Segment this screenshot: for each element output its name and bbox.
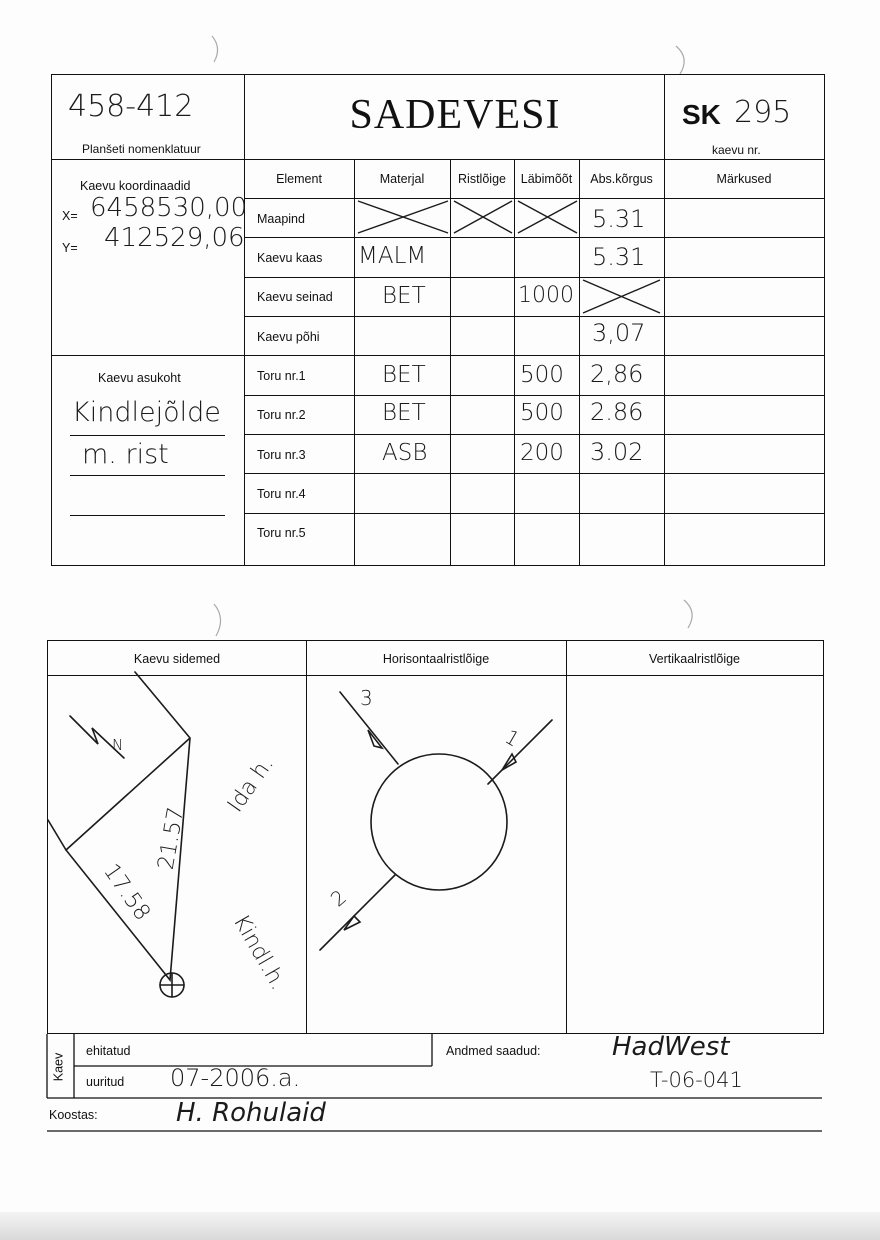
cell-labimoot: 200: [520, 440, 564, 466]
pipe-label-1: 1: [500, 724, 524, 752]
y-label: Y=: [62, 241, 78, 255]
andmed-label: Andmed saadud:: [446, 1044, 541, 1058]
table-row-element: Maapind: [257, 212, 305, 226]
scan-edge: [0, 1212, 880, 1240]
uuritud-label: uuritud: [86, 1075, 125, 1089]
x-value: 6458530,00: [90, 193, 248, 223]
well-label: kaevu nr.: [712, 143, 761, 157]
page-title: SADEVESI: [349, 92, 561, 138]
col-label-horizontal: Horisontaalristlõige: [382, 652, 490, 666]
table-row-element: Kaevu kaas: [257, 251, 323, 265]
y-value: 412529,06: [104, 223, 245, 253]
andmed-value-2: T-06-041: [650, 1068, 743, 1092]
col-header-abs-korgus: Abs.kõrgus: [590, 172, 653, 186]
cell-abs: 2.86: [590, 398, 644, 426]
cell-abs: 2,86: [590, 360, 644, 388]
cell-labimoot: 1000: [518, 283, 574, 308]
cell-abs: 3,07: [592, 319, 646, 347]
well-number: 295: [734, 95, 792, 130]
distance-label-2: 17.58: [98, 859, 155, 926]
cell-abs: 5.31: [592, 205, 646, 233]
nomenclature-label: Planšeti nomenklatuur: [82, 142, 201, 156]
distance-label-1: 21.57: [153, 805, 190, 872]
cell-materjal: BET: [382, 362, 426, 388]
col-label-ties: Kaevu sidemed: [133, 652, 221, 666]
andmed-value-1: HadWest: [612, 1032, 730, 1062]
col-header-materjal: Materjal: [379, 172, 425, 186]
col-header-ristloige: Ristlõige: [458, 172, 506, 186]
table-row-element: Kaevu seinad: [257, 290, 333, 304]
table-row-element: Toru nr.3: [257, 448, 306, 462]
well-prefix: SK: [682, 99, 721, 130]
cell-labimoot: 500: [520, 362, 564, 388]
coordinates-label: Kaevu koordinaadid: [80, 179, 191, 193]
table-row-element: Kaevu põhi: [257, 330, 320, 344]
location-line1: Kindlejõlde: [72, 397, 221, 428]
location-label: Kaevu asukoht: [98, 371, 181, 385]
north-label: N: [112, 736, 124, 754]
cell-abs: 5.31: [592, 243, 646, 271]
kaev-label: Kaev: [51, 1052, 66, 1082]
location-line2: m. rist: [82, 439, 169, 470]
col-header-element: Element: [276, 172, 322, 186]
table-row-element: Toru nr.4: [257, 487, 306, 501]
koostas-value: H. Rohulaid: [176, 1098, 326, 1128]
cell-materjal: ASB: [382, 440, 428, 466]
cell-abs: 3.02: [590, 438, 644, 466]
koostas-label: Koostas:: [49, 1108, 98, 1122]
cell-materjal: BET: [382, 400, 426, 426]
pipe-label-2: 2: [325, 884, 351, 912]
cell-labimoot: 500: [520, 400, 564, 426]
street-label-2: Kindl.h.: [227, 910, 291, 995]
cell-materjal: BET: [382, 283, 426, 309]
cell-materjal: MALM: [358, 243, 427, 269]
table-row-element: Toru nr.1: [257, 369, 306, 383]
nomenclature-value: 458-412: [68, 89, 194, 124]
table-row-element: Toru nr.2: [257, 408, 306, 422]
col-header-markused: Märkused: [716, 172, 772, 186]
uuritud-value: 07-2006.a.: [170, 1064, 301, 1092]
x-label: X=: [62, 209, 78, 223]
ehitatud-label: ehitatud: [86, 1044, 131, 1058]
col-header-labimoot: Läbimõõt: [520, 172, 573, 186]
pipe-label-3: 3: [360, 686, 373, 710]
col-label-vertical: Vertikaalristlõige: [648, 652, 740, 666]
table-row-element: Toru nr.5: [257, 526, 306, 540]
street-label-1: Ida h.: [222, 751, 279, 818]
